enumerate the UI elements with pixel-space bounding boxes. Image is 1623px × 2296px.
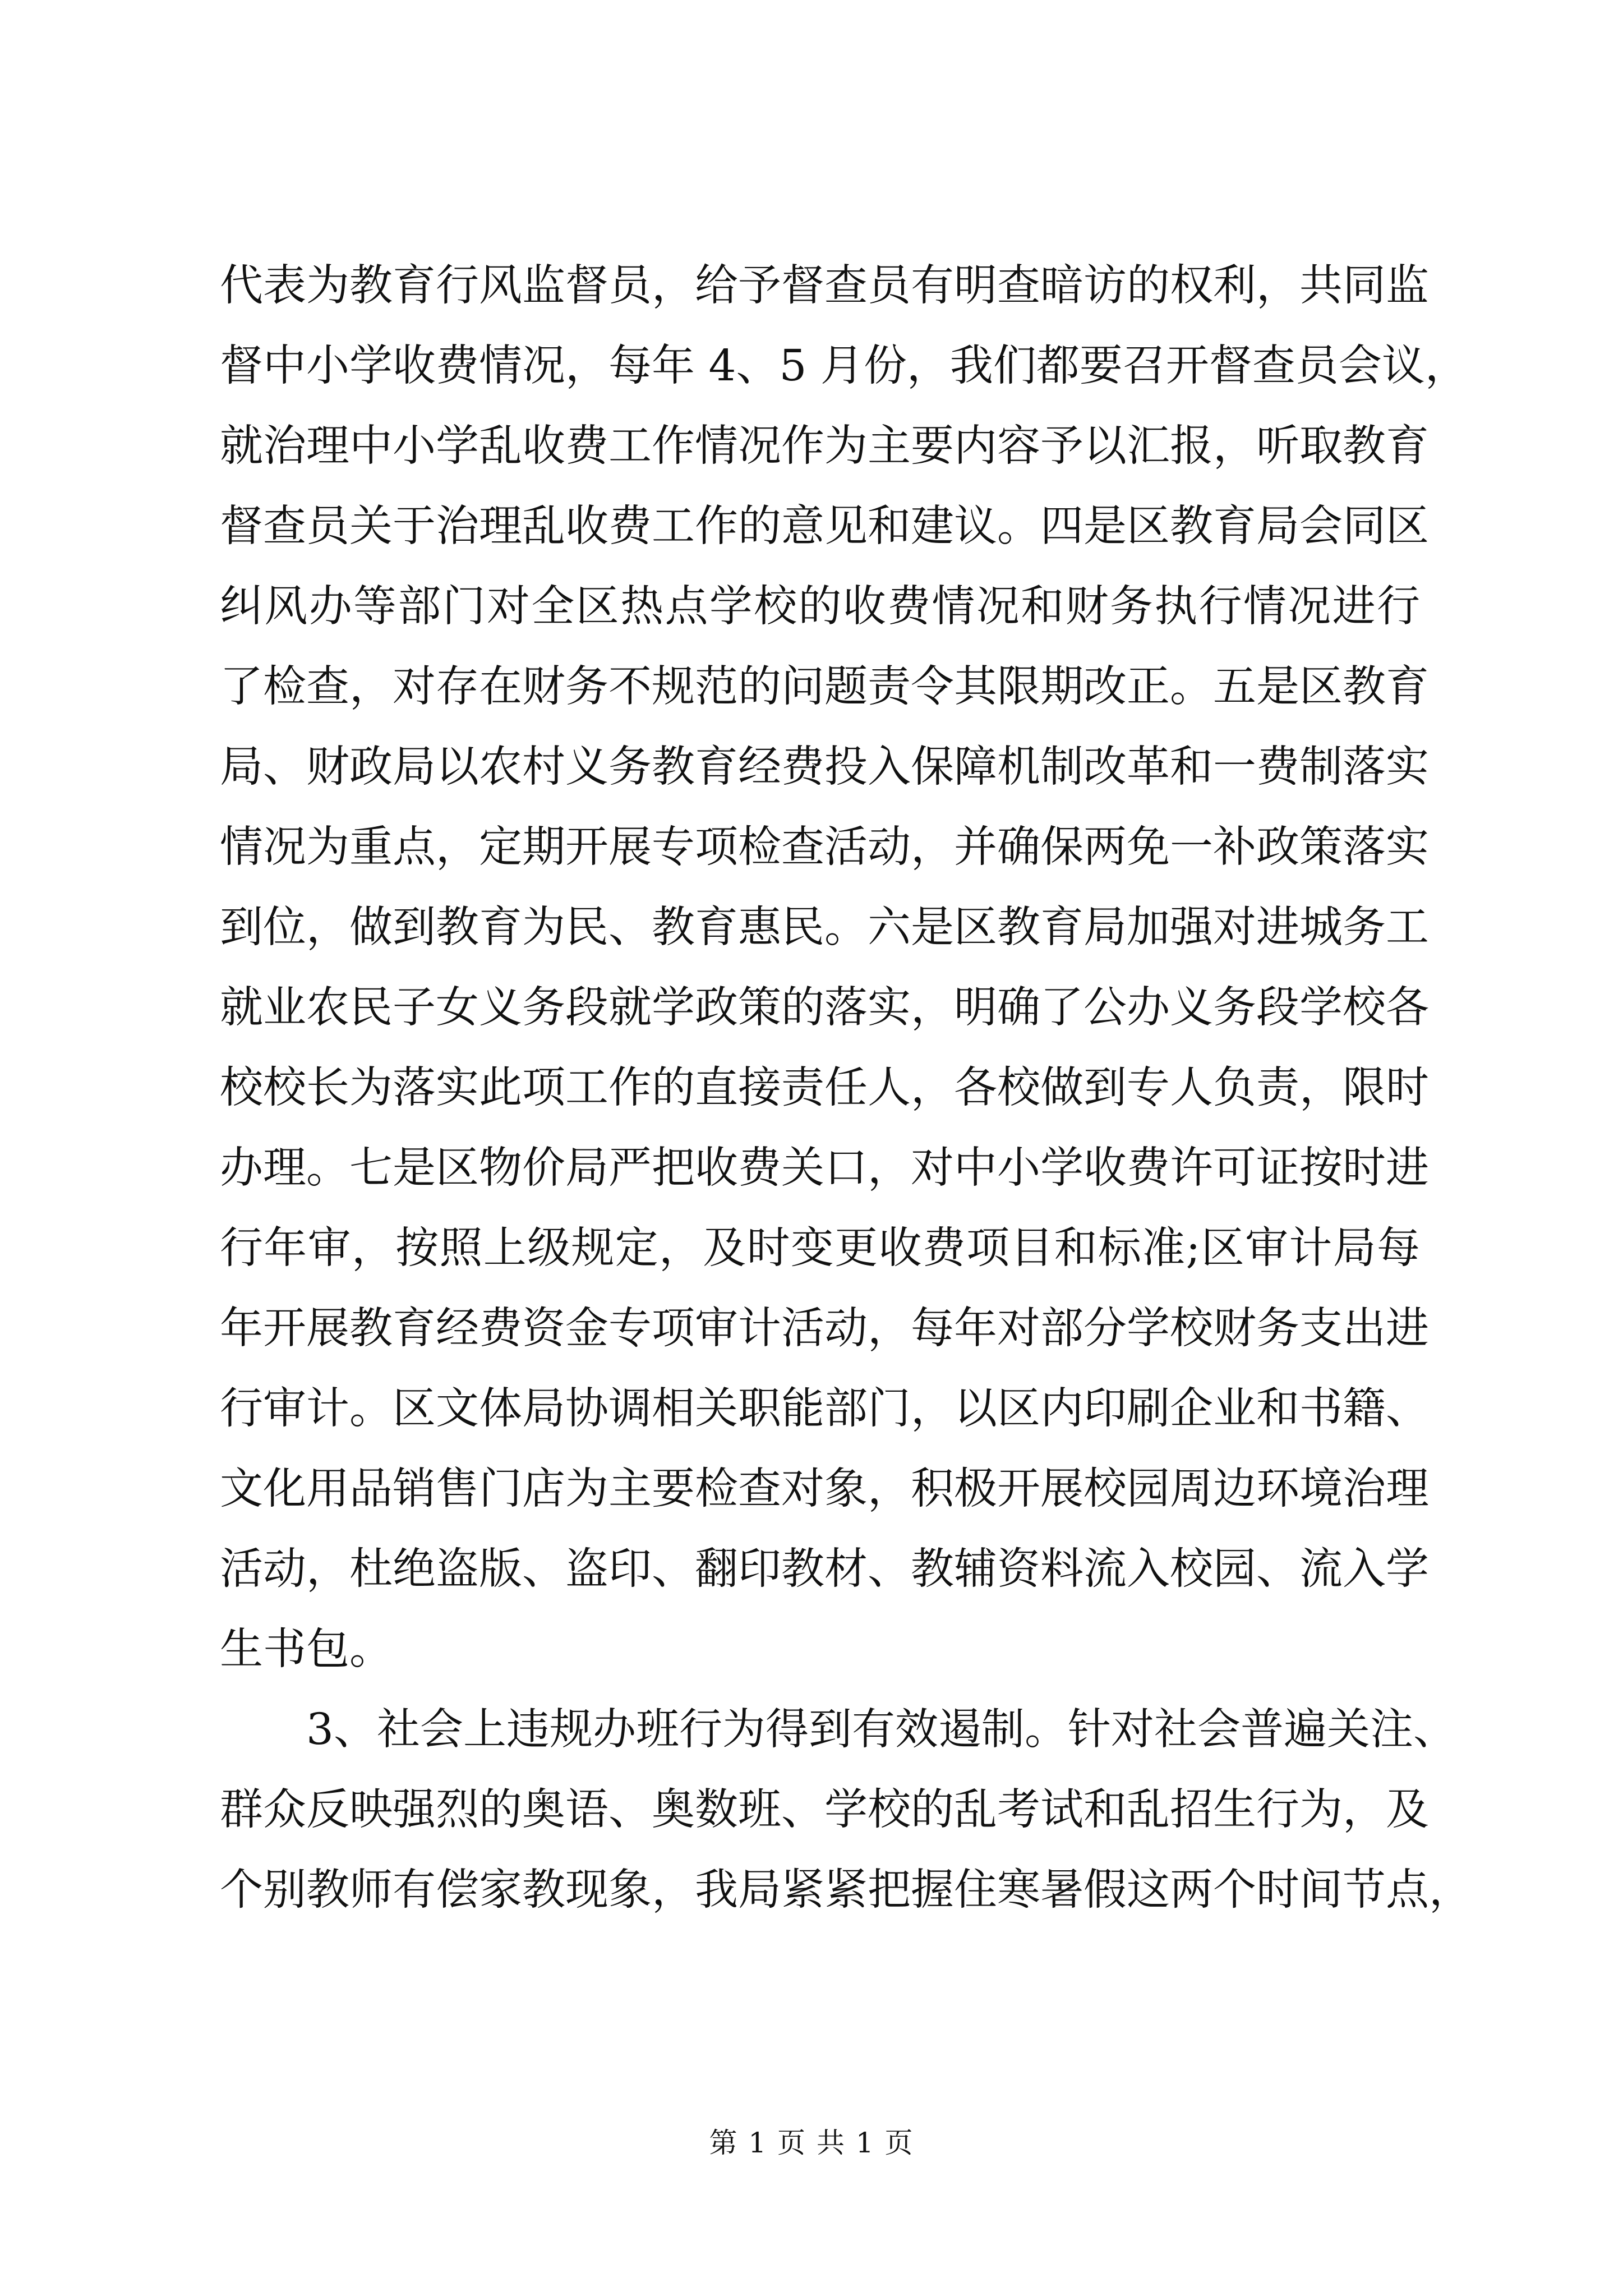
text-line: 纠风办等部门对全区热点学校的收费情况和财务执行情况进行: [220, 582, 1420, 632]
page-number: 第 1 页 共 1 页: [709, 2127, 914, 2159]
text-line: 就治理中小学乱收费工作情况作为主要内容予以汇报，听取教育: [220, 421, 1429, 471]
document-body: [220, 246, 1472, 1930]
text-line: 办理。七是区物价局严把收费关口，对中小学收费许可证按时进: [220, 1143, 1429, 1193]
text-line: 个别教师有偿家教现象，我局紧紧把握住寒暑假这两个时间节点，: [220, 1865, 1472, 1915]
text-line: 就业农民子女义务段就学政策的落实，明确了公办义务段学校各: [220, 983, 1429, 1033]
text-line: 活动，杜绝盗版、盗印、翻印教材、教辅资料流入校园、流入学: [220, 1544, 1429, 1594]
text-line: 文化用品销售门店为主要检查对象，积极开展校园周边环境治理: [220, 1464, 1429, 1514]
text-line: 行年审，按照上级规定，及时变更收费项目和标准;区审计局每: [220, 1223, 1420, 1273]
text-line: 代表为教育行风监督员，给予督查员有明查暗访的权利，共同监: [220, 261, 1429, 311]
text-line: 督中小学收费情况，每年 4、5 月份，我们都要召开督查员会议，: [220, 341, 1468, 391]
text-line: 情况为重点，定期开展专项检查活动，并确保两免一补政策落实: [220, 822, 1429, 872]
text-line: 了检查，对存在财务不规范的问题责令其限期改正。五是区教育: [220, 662, 1429, 712]
text-line: 督查员关于治理乱收费工作的意见和建议。四是区教育局会同区: [220, 501, 1429, 551]
page-footer: [0, 2120, 1623, 2161]
text-line: 行审计。区文体局协调相关职能部门，以区内印刷企业和书籍、: [220, 1384, 1429, 1434]
text-line: 局、财政局以农村义务教育经费投入保障机制改革和一费制落实: [220, 742, 1429, 792]
text-line: 群众反映强烈的奥语、奥数班、学校的乱考试和乱招生行为，及: [220, 1785, 1429, 1835]
text-line: 生书包。: [220, 1625, 393, 1674]
text-line: 3、社会上违规办班行为得到有效遏制。针对社会普遍关注、: [306, 1705, 1456, 1755]
text-line: 年开展教育经费资金专项审计活动，每年对部分学校财务支出进: [220, 1304, 1429, 1354]
text-line: 到位，做到教育为民、教育惠民。六是区教育局加强对进城务工: [220, 903, 1429, 953]
text-line: 校校长为落实此项工作的直接责任人，各校做到专人负责，限时: [220, 1063, 1429, 1113]
